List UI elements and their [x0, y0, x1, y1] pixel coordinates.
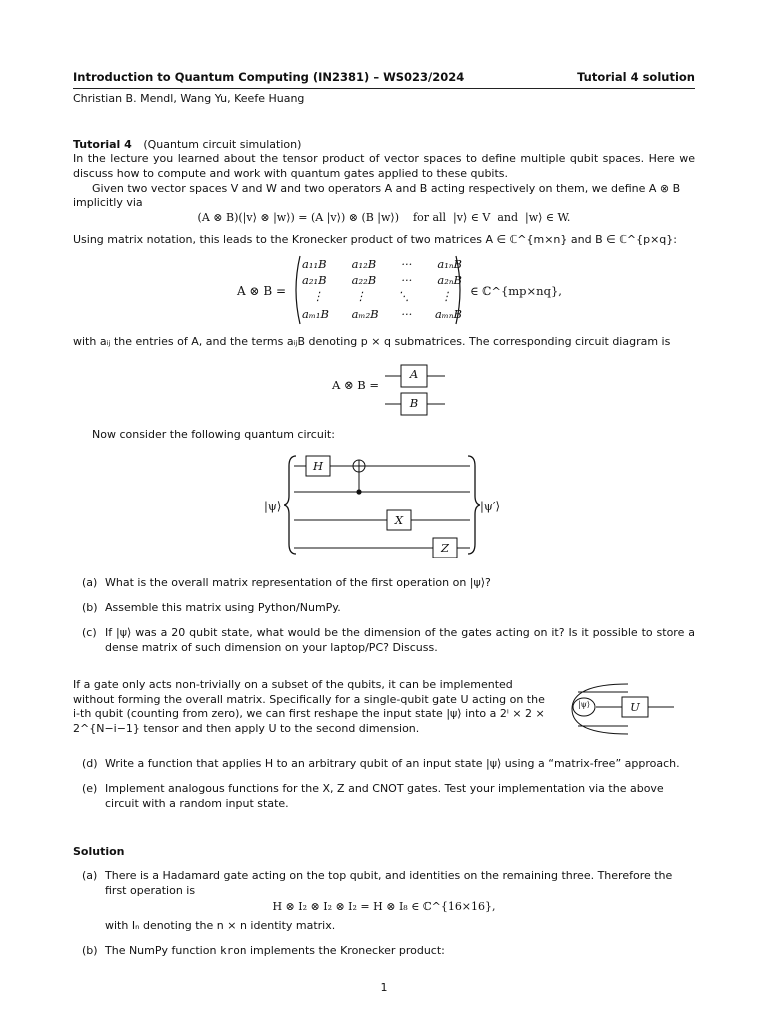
question-e	[82, 782, 695, 812]
psi-input-label: |ψ⟩	[264, 499, 282, 513]
question-text: What is the overall matrix representation of the first operation on |ψ⟩?	[105, 576, 491, 589]
question-c	[82, 626, 695, 656]
given-line-1: Given two vector spaces V and W and two operators A and B acting respectively on them, we define A ⊗ B	[92, 182, 681, 195]
matrix-cell: aₘₙB	[434, 307, 462, 321]
matrix-cell: a₂₁B	[302, 273, 327, 287]
matrix-cell: ⋮	[354, 289, 367, 303]
solution-b-pre: The NumPy function	[105, 944, 217, 957]
question-text: Assemble this matrix using Python/NumPy.	[105, 601, 341, 614]
solution-heading: Solution	[73, 845, 125, 858]
gate-a-label: A	[409, 367, 419, 381]
matrix-cell: a₂₂B	[351, 273, 377, 287]
question-label: (b)	[82, 601, 98, 614]
gate-b-label: B	[409, 396, 419, 410]
header-right: Tutorial 4 solution	[577, 70, 695, 84]
given-line-2: implicitly via	[73, 196, 143, 209]
solution-text	[105, 944, 695, 959]
equation-tensor-action: (A ⊗ B)(|v⟩ ⊗ |w⟩) = (A |v⟩) ⊗ (B |w⟩) for all |v⟩ ∈ V and |w⟩ ∈ W.	[197, 211, 571, 224]
matrix-cell: ···	[401, 273, 413, 287]
matrix-rhs: ∈ ℂ^{mp×nq},	[470, 284, 562, 298]
matrix-cell: ···	[401, 307, 413, 321]
solution-b	[82, 944, 695, 959]
question-label: (a)	[82, 576, 98, 589]
authors: Christian B. Mendl, Wang Yu, Keefe Huang	[73, 92, 305, 105]
cnot-control	[356, 489, 361, 494]
single-qubit-gate-diagram	[568, 680, 674, 738]
tutorial-heading-line	[73, 138, 301, 153]
matrix-cell: a₁₂B	[351, 257, 377, 271]
matrix-lhs: A ⊗ B =	[237, 284, 287, 298]
solution-b-post: implements the Kronecker product:	[249, 944, 445, 957]
matrix-cell: a₂ₙB	[437, 273, 462, 287]
matrix-cell: aₘ₂B	[351, 307, 379, 321]
question-text: Write a function that applies H to an arbitrary qubit of an input state |ψ⟩ using a “matrix-free” approach.	[105, 757, 680, 770]
tutorial-topic: (Quantum circuit simulation)	[143, 138, 302, 151]
matrix-cell: ⋮	[440, 289, 452, 303]
question-text: If |ψ⟩ was a 20 qubit state, what would be the dimension of the gates acting on it? Is it possible to store a dense matrix of such dimension on your laptop/PC? Discuss.	[105, 626, 695, 654]
question-label: (e)	[82, 782, 98, 795]
matrix-cell: ⋮	[312, 289, 324, 303]
matrix-cell: a₁ₙB	[437, 257, 462, 271]
solution-label: (b)	[82, 944, 98, 957]
x-gate-label: X	[394, 513, 404, 527]
right-brace	[468, 456, 480, 554]
solution-a	[82, 869, 695, 899]
hadamard-gate-label: H	[312, 459, 324, 473]
question-label: (d)	[82, 757, 98, 770]
matrix-cell: aₘ₁B	[302, 307, 329, 321]
solution-a-equation: H ⊗ I₂ ⊗ I₂ ⊗ I₂ = H ⊗ I₈ ∈ ℂ^{16×16},	[272, 900, 496, 913]
question-text: Implement analogous functions for the X, Z and CNOT gates. Test your implementation via the above circuit with a random input state.	[105, 782, 664, 810]
header-rule	[73, 88, 695, 89]
question-d	[82, 757, 695, 772]
kronecker-intro: Using matrix notation, this leads to the Kronecker product of two matrices A ∈ ℂ^{m×n} and B ∈ ℂ^{p×q}:	[73, 233, 677, 246]
matrix-free-paragraph: If a gate only acts non-trivially on a subset of the qubits, it can be implemented without forming the overall matrix. Specifically for a single-qubit gate U acting on the i-th qubit (counting from zero), we can first reshape the input state |ψ⟩ into a 2ⁱ × 2 × 2^{N−i−1} tensor and then apply U to the second dimension.	[73, 678, 545, 735]
psi-small-label: |ψ⟩	[577, 700, 591, 709]
u-gate-label: U	[630, 700, 640, 714]
solution-text: There is a Hadamard gate acting on the top qubit, and identities on the remaining three. Therefore the first operation is	[105, 869, 673, 897]
question-b	[82, 601, 695, 616]
header-title: Introduction to Quantum Computing (IN2381) – WS023/2024	[73, 70, 465, 84]
solution-label: (a)	[82, 869, 98, 882]
solution-a-with: with Iₙ denoting the n × n identity matrix.	[105, 919, 336, 932]
consider-line: Now consider the following quantum circuit:	[92, 428, 335, 441]
left-brace	[284, 456, 296, 554]
matrix-body	[302, 257, 462, 323]
intro-paragraph: In the lecture you learned about the tensor product of vector spaces to define multiple qubit spaces. Here we discuss how to compute and work with quantum gates applied to these qubits.	[73, 152, 695, 180]
question-a	[82, 576, 695, 591]
tutorial-heading: Tutorial 4	[73, 138, 132, 151]
psi-output-label: |ψ′⟩	[480, 499, 500, 513]
page-number: 1	[380, 981, 388, 994]
code-kron: kron	[219, 944, 247, 957]
question-label: (c)	[82, 626, 97, 639]
matrix-cell: a₁₁B	[302, 257, 327, 271]
matrix-cell: ···	[401, 257, 413, 271]
with-line: with aᵢⱼ the entries of A, and the terms aᵢⱼB denoting p × q submatrices. The corresponding circuit diagram is	[73, 335, 671, 348]
small-circuit-lhs: A ⊗ B =	[332, 378, 379, 392]
z-gate-label: Z	[441, 541, 449, 555]
matrix-left-paren	[296, 256, 300, 324]
matrix-cell: ⋱	[397, 289, 410, 303]
